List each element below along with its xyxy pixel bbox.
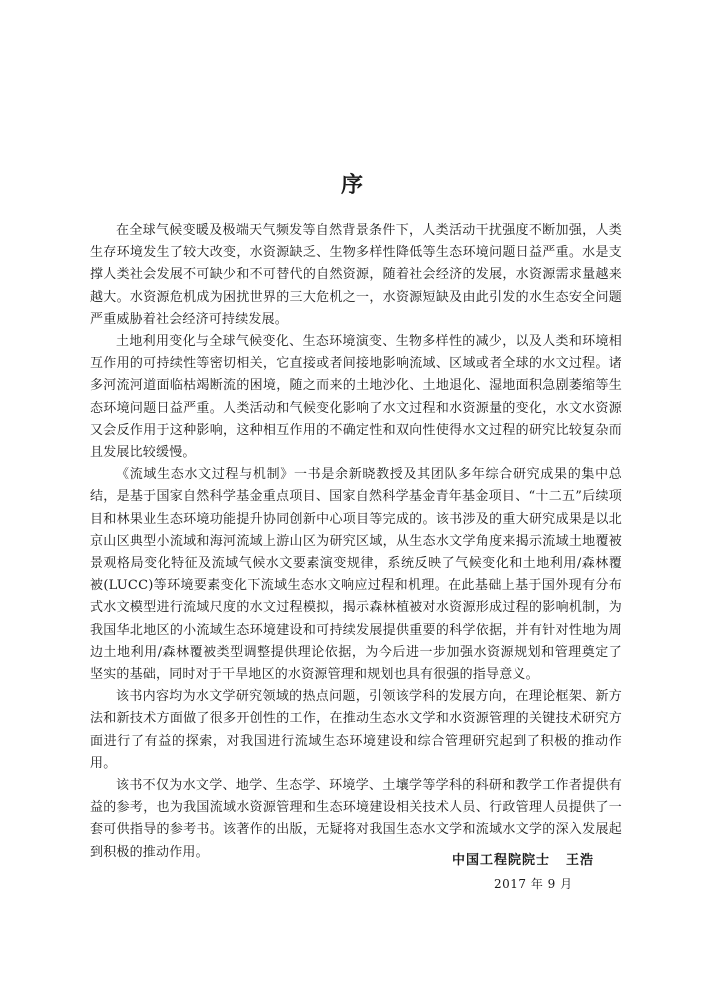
paragraph-5: 该书不仅为水文学、地学、生态学、环境学、土壤学等学科的科研和教学工作者提供有益的参考，也为我国流域水资源管理和生态环境建设相关技术人员、行政管理人员提供了一套可供指导的参考书。该著作的出版，无疑将对我国生态水文学和流域水文学的深入发展起到积极的推动作用。 xyxy=(90,778,622,860)
signature xyxy=(452,849,594,868)
signature-affiliation: 中国工程院院士 xyxy=(452,853,551,868)
paragraph-4: 该书内容均为水文学研究领域的热点问题，引领该学科的发展方向，在理论框架、新方法和新技术方面做了很多开创性的工作，在推动生态水文学和水资源管理的关键技术研究方面进行了有益的探索，对我国进行流域生态环境建设和综合管理研究起到了积极的推动作用。 xyxy=(90,689,622,771)
signature-date: 2017 年 9 月 xyxy=(494,877,573,891)
page-title: 序 xyxy=(340,172,365,198)
signature-name: 王浩 xyxy=(566,853,595,868)
paragraph-1: 在全球气候变暖及极端天气频发等自然背景条件下，人类活动干扰强度不断加强，人类生存环境发生了较大改变，水资源缺乏、生物多样性降低等生态环境问题日益严重。水是支撑人类社会发展不可缺少和不可替代的自然资源，随着社会经济的发展，水资源需求量越来越大。水资源危机成为困扰世界的三大危机之一，水资源短缺及由此引发的水生态安全问题严重威胁着社会经济可持续发展。 xyxy=(90,223,622,327)
preface-body xyxy=(90,220,622,864)
paragraph-3: 《流域生态水文过程与机制》一书是余新晓教授及其团队多年综合研究成果的集中总结，是基于国家自然科学基金重点项目、国家自然科学基金青年基金项目、“十二五”后续项目和林果业生态环境功能提升协同创新中心项目等完成的。该书涉及的重大研究成果是以北京山区典型小流域和海河流域上游山区为研究区域，从生态水文学角度来揭示流域土地覆被景观格局变化特征及流域气候水文要素演变规律，系统反映了气候变化和土地利用/森林覆被(LUCC)等环境要素变化下流域生态水文响应过程和机理。在此基础上基于国外现有分布式水文模型进行流域尺度的水文过程模拟，揭示森林植被对水资源形成过程的影响机制，为我国华北地区的小流域生态环境建设和可持续发展提供重要的科学依据，并有针对性地为周边土地利用/森林覆被类型调整提供理论依据，为今后进一步加强水资源规划和管理奠定了坚实的基础，同时对于干旱地区的水资源管理和规划也具有很强的指导意义。 xyxy=(90,467,622,683)
paragraph-2: 土地利用变化与全球气候变化、生态环境演变、生物多样性的减少，以及人类和环境相互作用的可持续性等密切相关，它直接或者间接地影响流域、区域或者全球的水文过程。诸多河流河道面临枯竭断流的困境，随之而来的土地沙化、土地退化、湿地面积急剧萎缩等生态环境问题日益严重。人类活动和气候变化影响了水文过程和水资源量的变化，水文水资源又会反作用于这种影响，这种相互作用的不确定性和双向性使得水文过程的研究比较复杂而且发展比较缓慢。 xyxy=(90,334,622,461)
